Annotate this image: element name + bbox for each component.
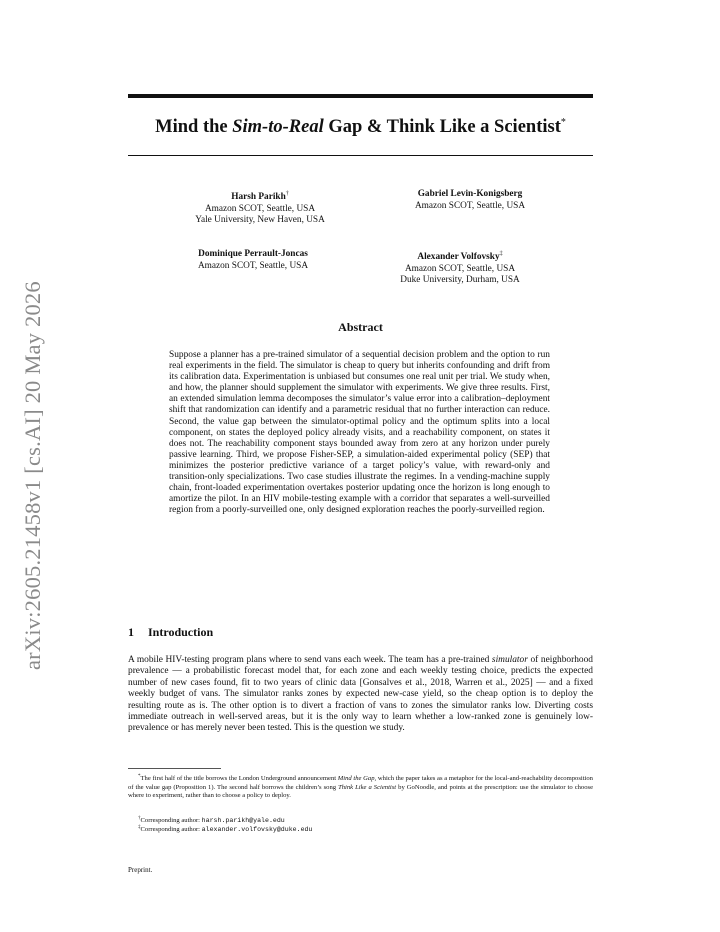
- title-bottom-rule: [128, 155, 593, 156]
- author-block-2: [380, 189, 560, 212]
- author-block-4: [370, 249, 550, 287]
- footnote-1: [128, 773, 593, 800]
- author-affiliation: Amazon SCOT, Seattle, USA: [414, 200, 526, 211]
- footnote-text: Corresponding author:: [140, 817, 202, 825]
- intro-paragraph: [128, 655, 593, 735]
- footnote-text: , which the paper takes as a metaphor for the local-and-reachability decomposition of the value gap (Proposition 1). The second half borrows the children’s song: [128, 775, 593, 791]
- author-name: Alexander Volfovsky: [417, 252, 500, 263]
- intro-text: A mobile HIV-testing program plans where to send vans each week. The team has a pre-trained: [128, 655, 492, 665]
- title-footnote-mark: *: [560, 117, 566, 128]
- intro-text: of neighborhood prevalence — a probabilistic forecast model that, for each zone and each weekly testing choice, predicts the expected number of new cases found, fit to two years of clinic data [Gonsalves et al., 2018, Warren et al., 2025] — and a fixed weekly budget of vans. The simulator ranks zones by expected new-case yield, so the cheap option is to deploy the resulting route as is. The other option is to divert a fraction of vans to zones the simulator ranks low. Diverting costs immediate outreach in well-served areas, but it is the only way to learn whether a low-ranked zone is genuinely low-prevalence or has merely never been tested. This is the question we study.: [128, 655, 593, 734]
- section-title: Introduction: [148, 625, 214, 639]
- abstract-body: Suppose a planner has a pre-trained simulator of a sequential decision problem and the option to run real experiments in the field. The simulator is cheap to query but inherits confounding and drift from its calibration data. Experimentation is unbiased but consumes one real unit per trial. We study when, and how, the planner should supplement the simulator with experiments. We give three results. First, an extended simulation lemma decomposes the simulator’s value error into a calibration–deployment shift that randomization can identify and a parametric residual that no further interaction can reduce. Second, the value gap between the simulator-optimal policy and the optimum splits into a local component, on states the deployed policy already visits, and a reachability component, on states it does not. The reachability component stays bounded away from zero at any horizon under purely passive learning. Third, we propose Fisher-SEP, a simulation-aided experimental policy (SEP) that minimizes the posterior predictive variance of a target policy’s value, with reward-only and transition-only specializations. Two case studies illustrate the regimes. In a vending-machine supply chain, front-loaded experimentation overtakes posterior updating once the horizon is long enough to amortize the pilot. In an HIV mobile-testing example with a corridor that separates a well-surveilled region from a poorly-surveilled one, only designed exploration reaches the poorly-surveilled region.: [169, 350, 550, 516]
- intro-italic: simulator: [491, 655, 528, 665]
- title-italic: Sim-to-Real: [232, 117, 324, 138]
- author-name: Harsh Parikh: [231, 192, 286, 203]
- footnote-mark: †: [138, 816, 141, 821]
- footnote-italic: Mind the Gap: [337, 775, 375, 783]
- author-affiliation: Amazon SCOT, Seattle, USA: [197, 260, 309, 271]
- footnote-italic: Think Like a Scientist: [338, 783, 397, 791]
- author-affiliation: Duke University, Durham, USA: [400, 275, 520, 286]
- author-name: Gabriel Levin-Konigsberg: [417, 189, 523, 199]
- footnote-rule: [128, 768, 221, 769]
- author-name: Dominique Perrault-Joncas: [198, 249, 308, 259]
- footnote-text: by GoNoodle, and points at the prescription: use the simulator to choose where to experiment, rather than to choose a policy to deploy.: [128, 783, 594, 799]
- footnote-email[interactable]: harsh.parikh@yale.edu: [201, 817, 285, 825]
- title-pre: Mind the: [155, 117, 233, 138]
- footnote-mark: ‡: [138, 825, 141, 830]
- author-affiliation: Amazon SCOT, Seattle, USA: [204, 203, 316, 214]
- footnote-3: [128, 824, 593, 835]
- footer-preprint: Preprint.: [128, 866, 153, 874]
- section-heading: [128, 625, 213, 640]
- author-block-3: [163, 249, 343, 272]
- footnote-email[interactable]: alexander.volfovsky@duke.edu: [201, 826, 313, 834]
- title-top-rule: [128, 94, 593, 98]
- author-mark: ‡: [499, 251, 503, 257]
- author-block-1: [170, 189, 350, 227]
- section-number: 1: [128, 625, 134, 639]
- author-mark: †: [285, 191, 289, 197]
- title-post: Gap & Think Like a Scientist: [323, 117, 561, 138]
- arxiv-stamp: arXiv:2605.21458v1 [cs.AI] 20 May 2026: [20, 281, 45, 670]
- footnote-text: The first half of the title borrows the London Underground announcement: [140, 775, 338, 783]
- footnote-text: Corresponding author:: [140, 826, 202, 834]
- abstract-heading: Abstract: [338, 320, 383, 334]
- author-affiliation: Amazon SCOT, Seattle, USA: [404, 263, 516, 274]
- footnote-mark: *: [138, 774, 141, 779]
- paper-title: [128, 117, 593, 138]
- author-affiliation: Yale University, New Haven, USA: [195, 215, 325, 226]
